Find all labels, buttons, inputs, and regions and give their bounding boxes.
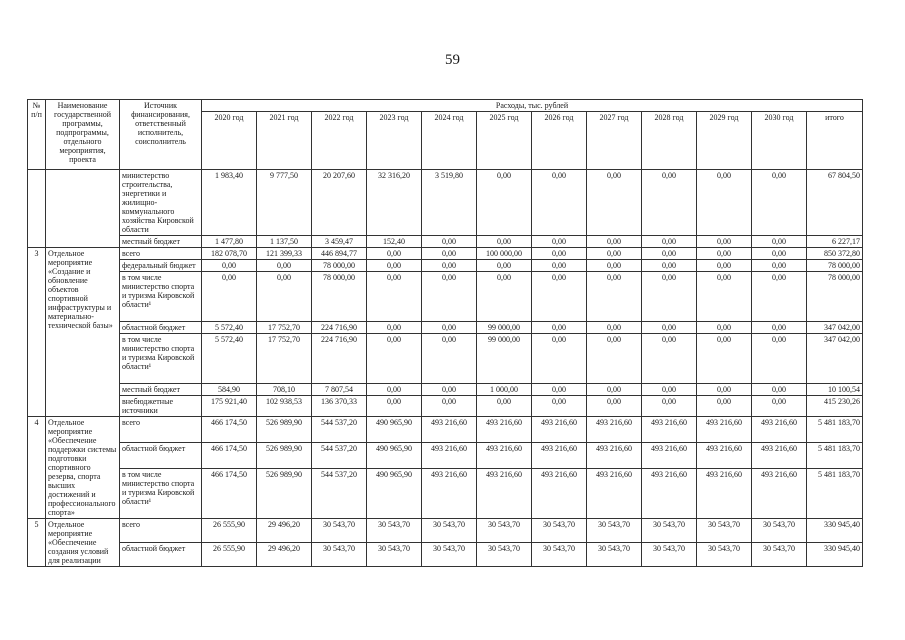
value-cell: 347 042,00 <box>807 334 863 384</box>
value-cell: 0,00 <box>587 396 642 417</box>
value-cell: 0,00 <box>202 260 257 272</box>
value-cell: 0,00 <box>532 322 587 334</box>
value-cell: 0,00 <box>697 334 752 384</box>
value-cell: 493 216,60 <box>752 443 807 469</box>
source-cell: внебюджетные источники <box>120 396 202 417</box>
value-cell: 493 216,60 <box>422 469 477 519</box>
value-cell: 78 000,00 <box>807 260 863 272</box>
value-cell: 0,00 <box>257 260 312 272</box>
value-cell: 30 543,70 <box>367 543 422 567</box>
value-cell: 30 543,70 <box>477 519 532 543</box>
value-cell: 7 807,54 <box>312 384 367 396</box>
value-cell: 493 216,60 <box>642 469 697 519</box>
value-cell: 0,00 <box>587 248 642 260</box>
source-cell: областной бюджет <box>120 443 202 469</box>
source-cell: в том числе министерство спорта и туризма Кировской области¹ <box>120 334 202 384</box>
header-year: 2021 год <box>257 112 312 170</box>
value-cell: 0,00 <box>202 272 257 322</box>
value-cell: 100 000,00 <box>477 248 532 260</box>
header-year: итого <box>807 112 863 170</box>
source-cell: федеральный бюджет <box>120 260 202 272</box>
value-cell: 30 543,70 <box>587 519 642 543</box>
header-year: 2024 год <box>422 112 477 170</box>
value-cell: 1 000,00 <box>477 384 532 396</box>
value-cell: 544 537,20 <box>312 417 367 443</box>
value-cell: 0,00 <box>752 322 807 334</box>
value-cell: 102 938,53 <box>257 396 312 417</box>
name-cell: Отдельное мероприятие «Обеспечение поддержки системы подготовки спортивного резерва, спорта высших достижений и профессионального спорта» <box>46 417 120 519</box>
value-cell: 0,00 <box>642 272 697 322</box>
value-cell: 0,00 <box>422 248 477 260</box>
value-cell: 224 716,90 <box>312 334 367 384</box>
value-cell: 0,00 <box>422 334 477 384</box>
page-number: 59 <box>445 52 460 68</box>
value-cell: 30 543,70 <box>422 543 477 567</box>
value-cell: 5 481 183,70 <box>807 443 863 469</box>
value-cell: 78 000,00 <box>807 272 863 322</box>
value-cell: 5 481 183,70 <box>807 469 863 519</box>
header-expenses: Расходы, тыс. рублей <box>202 100 863 112</box>
source-cell: всего <box>120 248 202 260</box>
budget-table <box>27 99 863 567</box>
value-cell: 544 537,20 <box>312 443 367 469</box>
value-cell: 0,00 <box>642 260 697 272</box>
value-cell: 0,00 <box>642 322 697 334</box>
value-cell: 78 000,00 <box>312 260 367 272</box>
value-cell: 67 804,50 <box>807 170 863 236</box>
value-cell: 0,00 <box>697 272 752 322</box>
value-cell: 0,00 <box>422 272 477 322</box>
table-row <box>28 272 863 322</box>
header-row <box>28 100 863 112</box>
value-cell: 544 537,20 <box>312 469 367 519</box>
value-cell: 493 216,60 <box>752 469 807 519</box>
value-cell: 30 543,70 <box>532 543 587 567</box>
value-cell: 30 543,70 <box>752 543 807 567</box>
value-cell: 0,00 <box>752 272 807 322</box>
value-cell: 0,00 <box>477 272 532 322</box>
value-cell: 493 216,60 <box>697 417 752 443</box>
value-cell: 6 227,17 <box>807 236 863 248</box>
source-cell: областной бюджет <box>120 543 202 567</box>
table-row <box>28 322 863 334</box>
value-cell: 493 216,60 <box>587 417 642 443</box>
header-year: 2029 год <box>697 112 752 170</box>
value-cell: 0,00 <box>587 322 642 334</box>
value-cell: 30 543,70 <box>642 543 697 567</box>
table-row <box>28 443 863 469</box>
value-cell: 0,00 <box>587 334 642 384</box>
value-cell: 347 042,00 <box>807 322 863 334</box>
value-cell: 446 894,77 <box>312 248 367 260</box>
value-cell: 0,00 <box>532 384 587 396</box>
value-cell: 0,00 <box>642 170 697 236</box>
header-source: Источник финансирования, ответственный исполнитель, соисполнитель <box>120 100 202 170</box>
value-cell: 0,00 <box>752 236 807 248</box>
row-number-cell: 4 <box>28 417 46 519</box>
value-cell: 493 216,60 <box>697 443 752 469</box>
value-cell: 224 716,90 <box>312 322 367 334</box>
value-cell: 0,00 <box>532 260 587 272</box>
value-cell: 3 459,47 <box>312 236 367 248</box>
header-year: 2023 год <box>367 112 422 170</box>
value-cell: 493 216,60 <box>477 443 532 469</box>
value-cell: 30 543,70 <box>697 519 752 543</box>
table-row <box>28 248 863 260</box>
value-cell: 78 000,00 <box>312 272 367 322</box>
value-cell: 0,00 <box>422 322 477 334</box>
value-cell: 490 965,90 <box>367 469 422 519</box>
source-cell: всего <box>120 417 202 443</box>
source-cell: местный бюджет <box>120 384 202 396</box>
value-cell: 0,00 <box>422 236 477 248</box>
value-cell: 0,00 <box>367 272 422 322</box>
value-cell: 0,00 <box>367 260 422 272</box>
value-cell: 526 989,90 <box>257 417 312 443</box>
value-cell: 0,00 <box>422 384 477 396</box>
value-cell: 0,00 <box>532 170 587 236</box>
value-cell: 0,00 <box>532 236 587 248</box>
table-row <box>28 543 863 567</box>
value-cell: 0,00 <box>752 248 807 260</box>
value-cell: 493 216,60 <box>422 417 477 443</box>
value-cell: 0,00 <box>642 334 697 384</box>
value-cell: 5 481 183,70 <box>807 417 863 443</box>
value-cell: 584,90 <box>202 384 257 396</box>
source-cell: министерство строительства, энергетики и жилищно-коммунального хозяйства Кировской области <box>120 170 202 236</box>
value-cell: 30 543,70 <box>642 519 697 543</box>
value-cell: 3 519,80 <box>422 170 477 236</box>
value-cell: 0,00 <box>752 334 807 384</box>
value-cell: 0,00 <box>697 248 752 260</box>
value-cell: 0,00 <box>752 260 807 272</box>
value-cell: 0,00 <box>752 396 807 417</box>
value-cell: 493 216,60 <box>422 443 477 469</box>
value-cell: 0,00 <box>587 384 642 396</box>
value-cell: 526 989,90 <box>257 443 312 469</box>
value-cell: 0,00 <box>587 170 642 236</box>
value-cell: 493 216,60 <box>532 469 587 519</box>
value-cell: 20 207,60 <box>312 170 367 236</box>
source-cell: местный бюджет <box>120 236 202 248</box>
table-row <box>28 236 863 248</box>
value-cell: 30 543,70 <box>697 543 752 567</box>
value-cell: 493 216,60 <box>532 417 587 443</box>
value-cell: 850 372,80 <box>807 248 863 260</box>
source-cell: областной бюджет <box>120 322 202 334</box>
value-cell: 9 777,50 <box>257 170 312 236</box>
value-cell: 29 496,20 <box>257 519 312 543</box>
header-year: 2025 год <box>477 112 532 170</box>
value-cell: 175 921,40 <box>202 396 257 417</box>
value-cell: 0,00 <box>477 236 532 248</box>
value-cell: 0,00 <box>587 236 642 248</box>
table-row <box>28 260 863 272</box>
header-year: 2028 год <box>642 112 697 170</box>
value-cell: 493 216,60 <box>642 443 697 469</box>
value-cell: 0,00 <box>422 260 477 272</box>
value-cell: 17 752,70 <box>257 322 312 334</box>
value-cell: 708,10 <box>257 384 312 396</box>
value-cell: 10 100,54 <box>807 384 863 396</box>
value-cell: 152,40 <box>367 236 422 248</box>
value-cell: 493 216,60 <box>532 443 587 469</box>
value-cell: 330 945,40 <box>807 543 863 567</box>
value-cell: 493 216,60 <box>587 469 642 519</box>
value-cell: 17 752,70 <box>257 334 312 384</box>
value-cell: 0,00 <box>642 384 697 396</box>
value-cell: 30 543,70 <box>752 519 807 543</box>
value-cell: 0,00 <box>697 384 752 396</box>
value-cell: 1 477,80 <box>202 236 257 248</box>
value-cell: 0,00 <box>477 260 532 272</box>
value-cell: 99 000,00 <box>477 322 532 334</box>
value-cell: 30 543,70 <box>367 519 422 543</box>
value-cell: 0,00 <box>642 396 697 417</box>
value-cell: 493 216,60 <box>697 469 752 519</box>
value-cell: 121 399,33 <box>257 248 312 260</box>
value-cell: 0,00 <box>642 236 697 248</box>
value-cell: 136 370,33 <box>312 396 367 417</box>
value-cell: 5 572,40 <box>202 334 257 384</box>
value-cell: 1 137,50 <box>257 236 312 248</box>
value-cell: 493 216,60 <box>477 417 532 443</box>
value-cell: 466 174,50 <box>202 469 257 519</box>
value-cell: 30 543,70 <box>422 519 477 543</box>
value-cell: 0,00 <box>477 396 532 417</box>
row-number-cell <box>28 170 46 248</box>
table-row <box>28 396 863 417</box>
value-cell: 0,00 <box>367 248 422 260</box>
value-cell: 32 316,20 <box>367 170 422 236</box>
value-cell: 490 965,90 <box>367 417 422 443</box>
header-year: 2030 год <box>752 112 807 170</box>
source-cell: в том числе министерство спорта и туризма Кировской области¹ <box>120 272 202 322</box>
value-cell: 30 543,70 <box>477 543 532 567</box>
value-cell: 0,00 <box>697 322 752 334</box>
value-cell: 29 496,20 <box>257 543 312 567</box>
value-cell: 0,00 <box>642 248 697 260</box>
value-cell: 0,00 <box>697 170 752 236</box>
value-cell: 0,00 <box>367 396 422 417</box>
source-cell: всего <box>120 519 202 543</box>
value-cell: 493 216,60 <box>642 417 697 443</box>
value-cell: 0,00 <box>422 396 477 417</box>
value-cell: 493 216,60 <box>477 469 532 519</box>
value-cell: 5 572,40 <box>202 322 257 334</box>
header-no: № п/п <box>28 100 46 170</box>
source-cell: в том числе министерство спорта и туризма Кировской области¹ <box>120 469 202 519</box>
value-cell: 1 983,40 <box>202 170 257 236</box>
value-cell: 490 965,90 <box>367 443 422 469</box>
table-row <box>28 170 863 236</box>
value-cell: 493 216,60 <box>752 417 807 443</box>
table-row <box>28 334 863 384</box>
row-number-cell: 5 <box>28 519 46 567</box>
value-cell: 0,00 <box>477 170 532 236</box>
name-cell <box>46 170 120 248</box>
value-cell: 30 543,70 <box>587 543 642 567</box>
value-cell: 0,00 <box>697 236 752 248</box>
value-cell: 0,00 <box>367 322 422 334</box>
value-cell: 0,00 <box>697 396 752 417</box>
value-cell: 0,00 <box>697 260 752 272</box>
value-cell: 466 174,50 <box>202 443 257 469</box>
value-cell: 526 989,90 <box>257 469 312 519</box>
header-name: Наименование государственной программы, подпрограммы, отдельного мероприятия, проекта <box>46 100 120 170</box>
value-cell: 466 174,50 <box>202 417 257 443</box>
value-cell: 0,00 <box>532 272 587 322</box>
value-cell: 0,00 <box>532 396 587 417</box>
value-cell: 0,00 <box>257 272 312 322</box>
table-row <box>28 384 863 396</box>
table-row <box>28 519 863 543</box>
value-cell: 26 555,90 <box>202 519 257 543</box>
value-cell: 0,00 <box>367 384 422 396</box>
value-cell: 0,00 <box>752 170 807 236</box>
name-cell: Отдельное мероприятие «Создание и обновление объектов спортивной инфраструктуры и материально-технической базы» <box>46 248 120 417</box>
value-cell: 0,00 <box>367 334 422 384</box>
value-cell: 0,00 <box>587 260 642 272</box>
value-cell: 0,00 <box>532 248 587 260</box>
header-year: 2027 год <box>587 112 642 170</box>
value-cell: 330 945,40 <box>807 519 863 543</box>
value-cell: 0,00 <box>532 334 587 384</box>
header-year: 2020 год <box>202 112 257 170</box>
table-row <box>28 417 863 443</box>
value-cell: 493 216,60 <box>587 443 642 469</box>
value-cell: 30 543,70 <box>312 519 367 543</box>
value-cell: 99 000,00 <box>477 334 532 384</box>
value-cell: 30 543,70 <box>532 519 587 543</box>
value-cell: 182 078,70 <box>202 248 257 260</box>
value-cell: 415 230,26 <box>807 396 863 417</box>
value-cell: 0,00 <box>587 272 642 322</box>
value-cell: 26 555,90 <box>202 543 257 567</box>
name-cell: Отдельное мероприятие «Обеспечение создания условий для реализации <box>46 519 120 567</box>
value-cell: 0,00 <box>752 384 807 396</box>
value-cell: 30 543,70 <box>312 543 367 567</box>
table-row <box>28 469 863 519</box>
header-year: 2026 год <box>532 112 587 170</box>
header-year: 2022 год <box>312 112 367 170</box>
row-number-cell: 3 <box>28 248 46 417</box>
